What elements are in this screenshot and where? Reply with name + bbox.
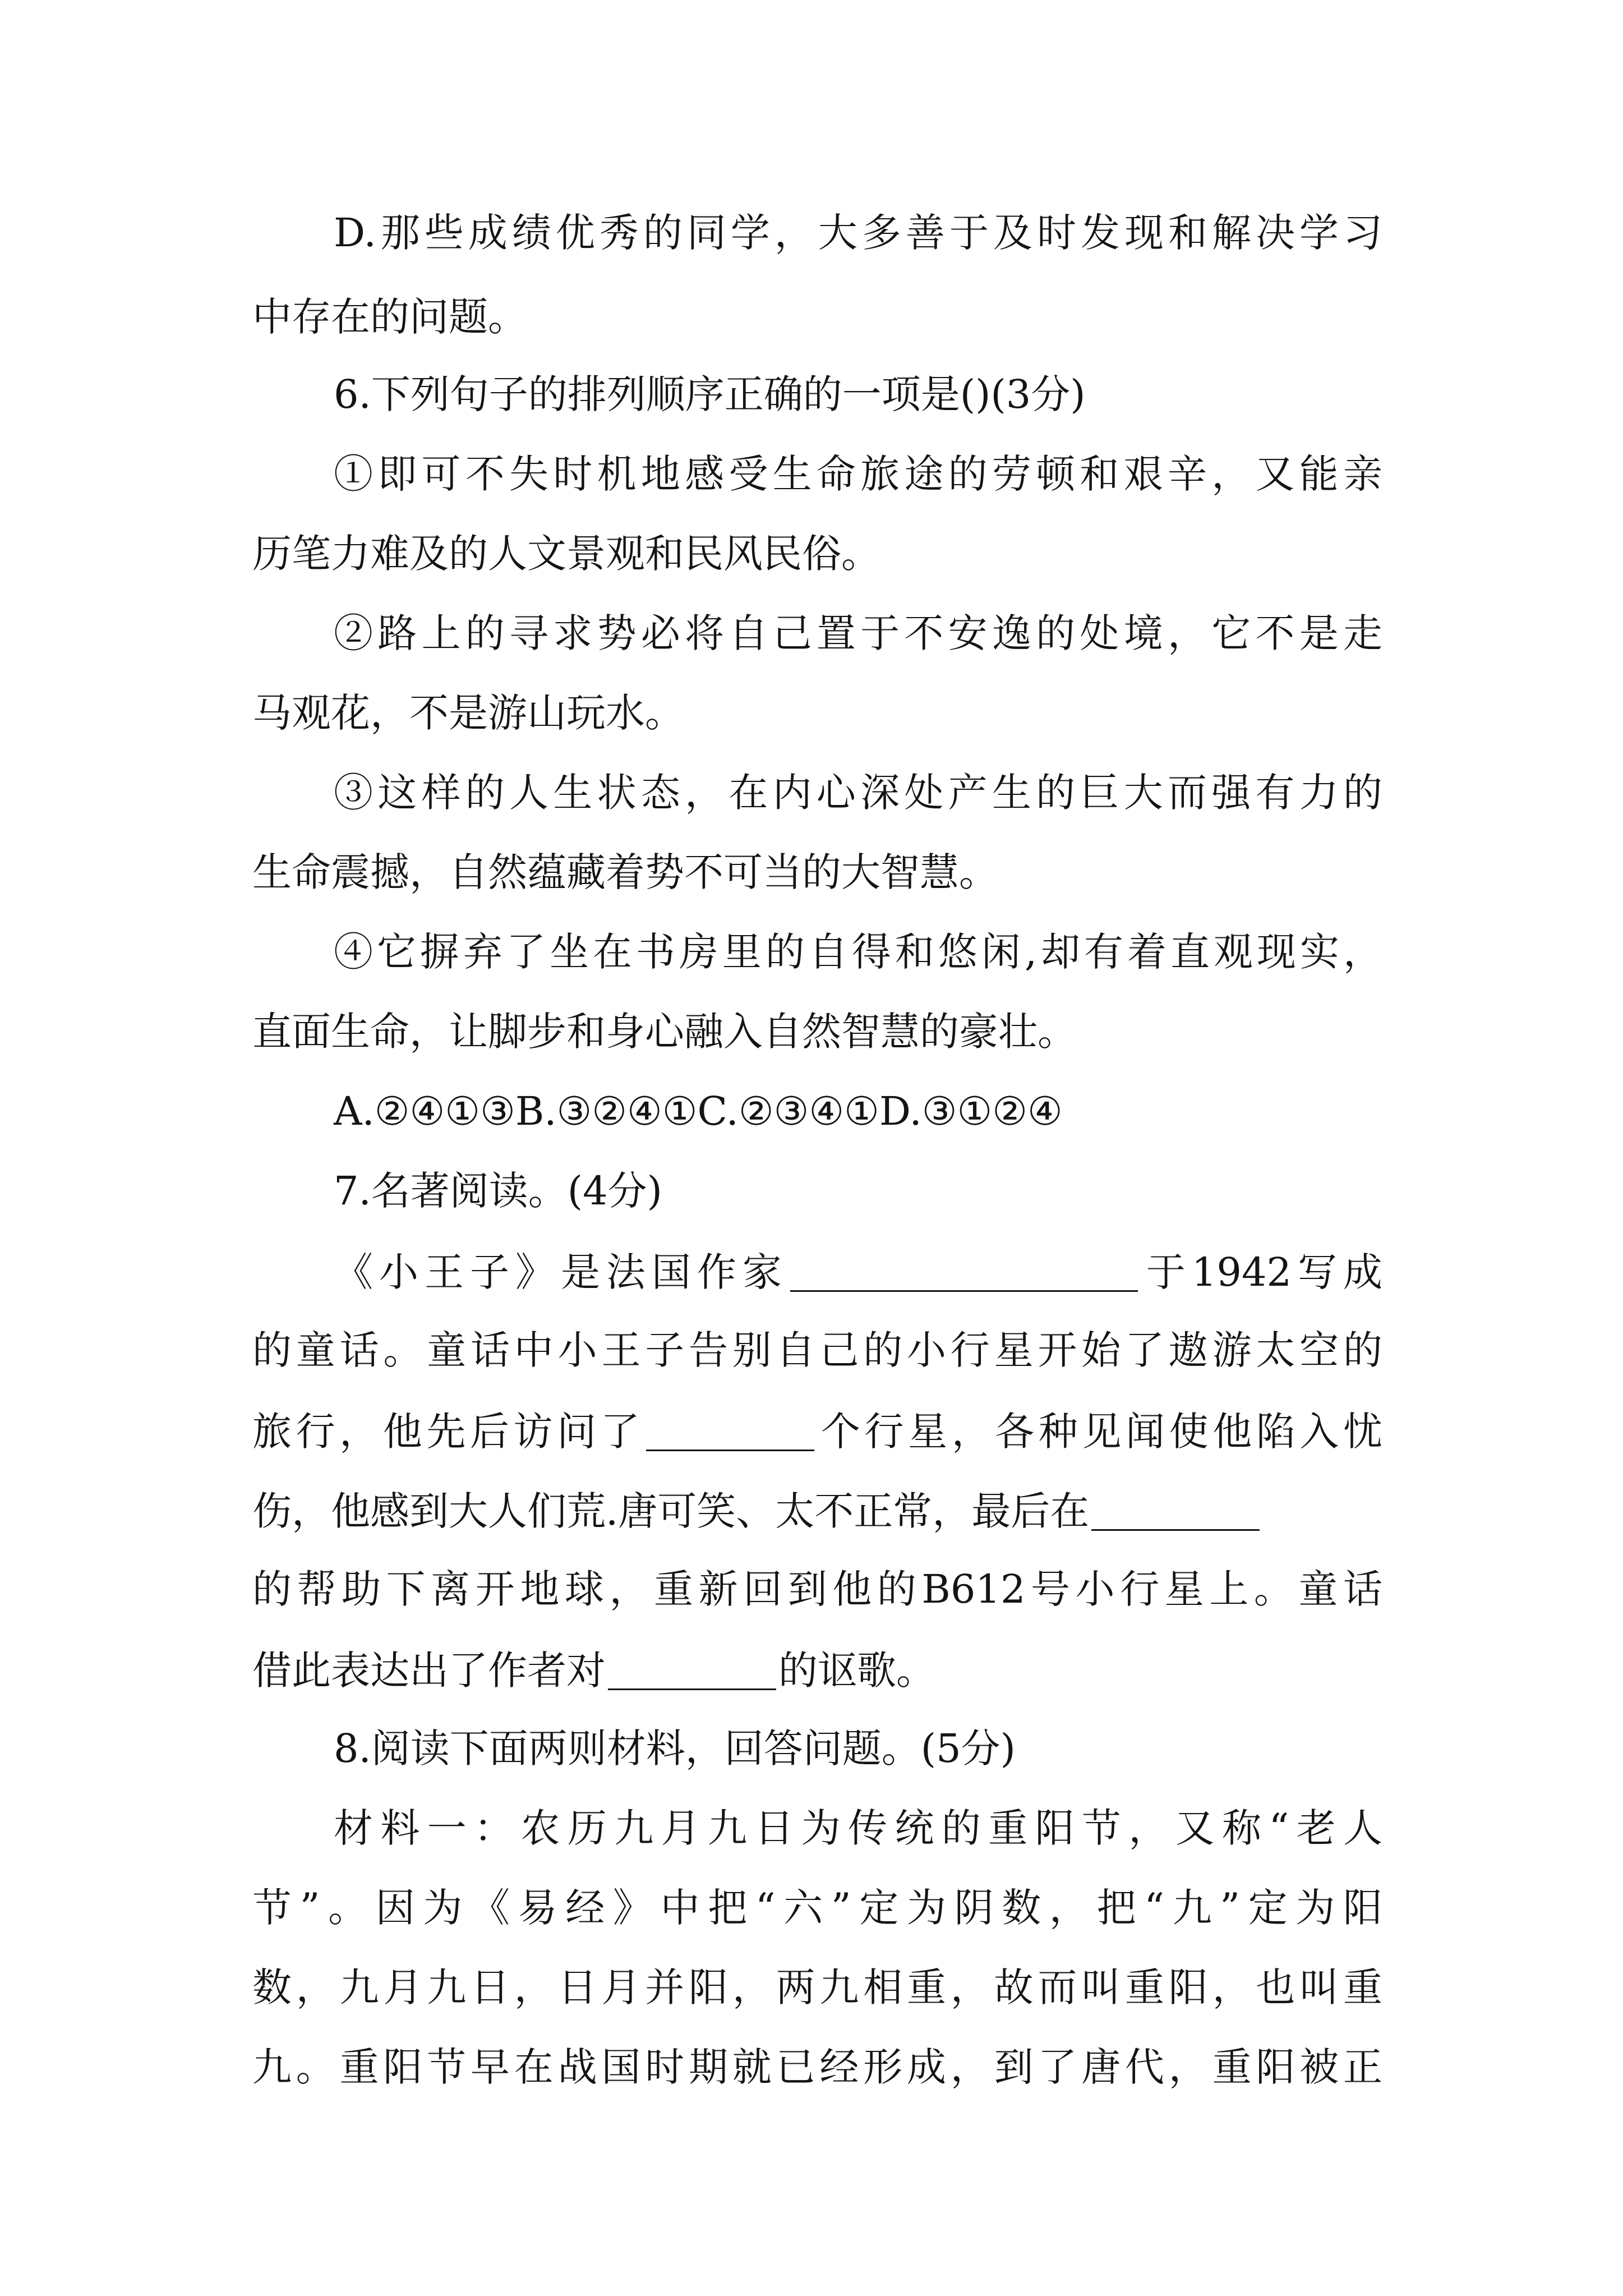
- q8-material1-line2: 节”。因为《易经》中把“六”定为阴数，把“九”定为阳: [252, 1885, 1382, 1931]
- q5-option-d-line2: 中存在的问题。: [252, 294, 527, 340]
- q6-sentence-4-line1: ④它摒弃了坐在书房里的自得和悠闲,却有着直观现实，: [334, 929, 1382, 975]
- q7-text-planets: 个行星，各种见闻使他陷入忧: [817, 1409, 1383, 1455]
- q7-text-author-attitude: 借此表达出了作者对: [252, 1648, 606, 1694]
- author-blank: [790, 1251, 1138, 1292]
- q7-stem: 7.名著阅读。(4分): [334, 1168, 662, 1214]
- q6-sentence-2-line2: 马观花，不是游山玩水。: [252, 690, 684, 736]
- q6-sentence-1-line1: ①即可不失时机地感受生命旅途的劳顿和艰辛，又能亲: [334, 451, 1382, 497]
- praise-blank: [608, 1649, 776, 1690]
- q6-options: A.②④①③B.③②④①C.②③④①D.③①②④: [334, 1088, 1063, 1134]
- q6-sentence-2-line1: ②路上的寻求势必将自己置于不安逸的处境，它不是走: [334, 610, 1382, 656]
- q7-paragraph-line1: [252, 1249, 1382, 1295]
- q7-text-adults: 伤，他感到大人们荒.唐可笑、太不正常，最后在: [252, 1488, 1090, 1534]
- q8-material1-line1: 材料一：农历九月九日为传统的重阳节，又称“老人: [334, 1805, 1382, 1851]
- q7-paragraph-line4: [252, 1488, 1382, 1534]
- q8-stem: 8.阅读下面两则材料，回答问题。(5分): [334, 1726, 1016, 1772]
- q7-text-praise: 的讴歌。: [778, 1648, 935, 1694]
- q5-option-d-line1: D.那些成绩优秀的同学，大多善于及时发现和解决学习: [334, 210, 1382, 256]
- q8-material1-line3: 数，九月九日，日月并阳，两九相重，故而叫重阳，也叫重: [252, 1964, 1382, 2010]
- q6-sentence-1-line2: 历笔力难及的人文景观和民风民俗。: [252, 531, 880, 577]
- q7-text-author-prefix: 《小王子》是法国作家: [334, 1249, 788, 1295]
- q6-sentence-3-line1: ③这样的人生状态，在内心深处产生的巨大而强有力的: [334, 770, 1382, 816]
- q7-paragraph-line2: 的童话。童话中小王子告别自己的小行星开始了遨游太空的: [252, 1327, 1382, 1373]
- q6-stem: 6.下列句子的排列顺序正确的一项是()(3分): [334, 371, 1086, 417]
- planet-count-blank: [646, 1410, 814, 1451]
- q7-paragraph-line5: 的帮助下离开地球，重新回到他的B612号小行星上。童话: [252, 1566, 1382, 1612]
- q6-sentence-4-line2: 直面生命，让脚步和身心融入自然智慧的豪壮。: [252, 1009, 1077, 1055]
- helper-blank: [1091, 1490, 1260, 1531]
- q7-paragraph-line6: [252, 1648, 1382, 1694]
- q7-paragraph-line3: [252, 1409, 1383, 1455]
- q7-text-visited: 旅行，他先后访问了: [252, 1409, 644, 1455]
- q8-material1-line4: 九。重阳节早在战国时期就已经形成，到了唐代，重阳被正: [252, 2044, 1382, 2090]
- q7-text-year: 于1942写成: [1140, 1249, 1382, 1295]
- q6-sentence-3-line2: 生命震撼，自然蕴藏着势不可当的大智慧。: [252, 849, 998, 895]
